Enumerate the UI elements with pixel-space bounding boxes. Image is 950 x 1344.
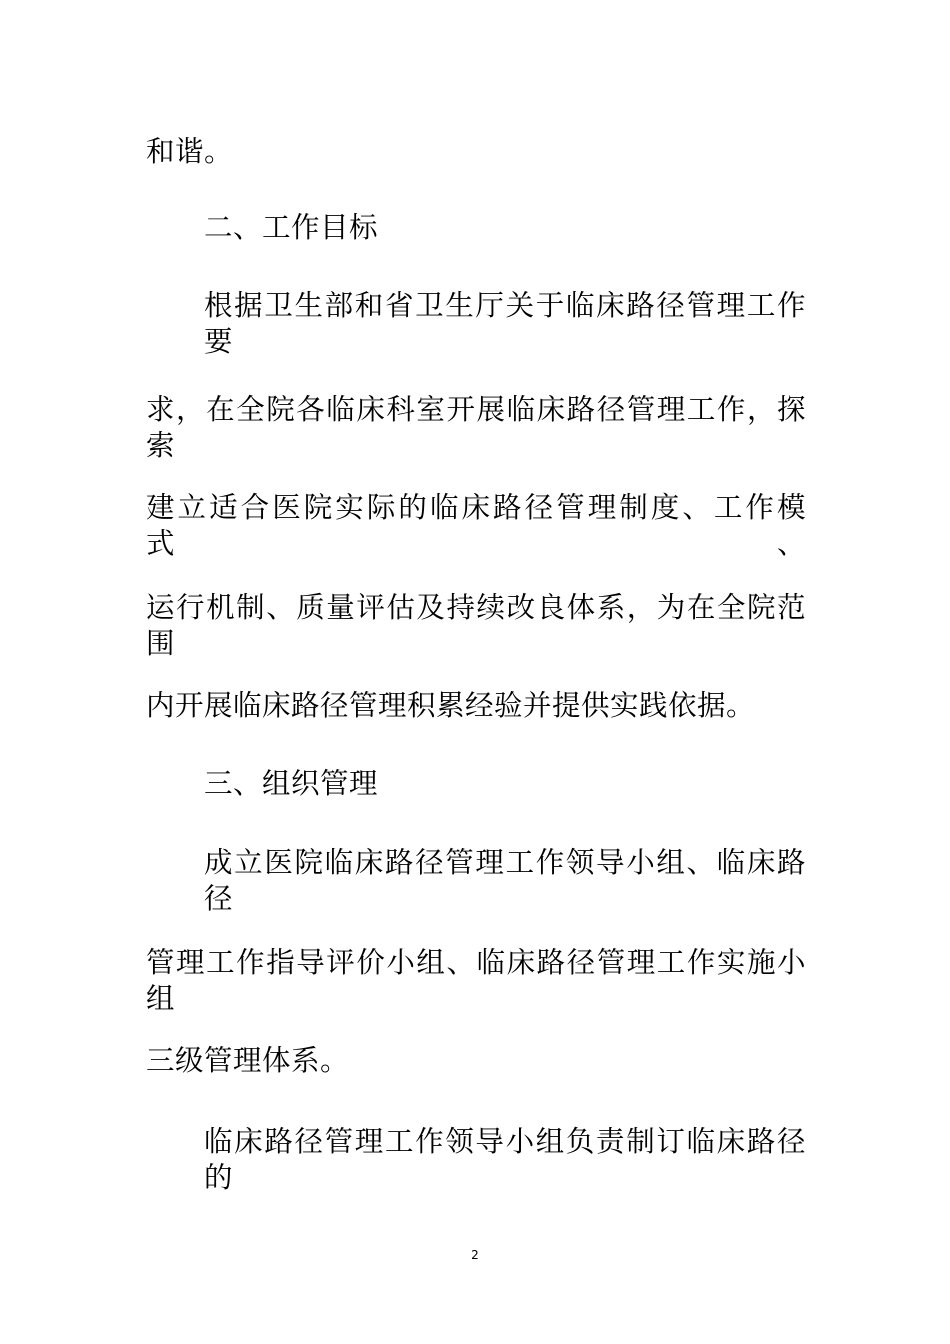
paragraph-line: 和谐。 [146, 135, 234, 168]
paragraph-line: 管理工作指导评价小组、临床路径管理工作实施小组 [146, 946, 806, 1015]
paragraph-line: 根据卫生部和省卫生厅关于临床路径管理工作要 [204, 289, 806, 358]
paragraph-line: 内开展临床路径管理积累经验并提供实践依据。 [146, 689, 756, 722]
page-number: 2 [471, 1248, 479, 1262]
section-heading-goals: 二、工作目标 [204, 211, 379, 244]
paragraph-line: 运行机制、质量评估及持续改良体系，为在全院范围 [146, 591, 806, 660]
paragraph-line: 临床路径管理工作领导小组负责制订临床路径的 [204, 1125, 806, 1194]
paragraph-line: 成立医院临床路径管理工作领导小组、临床路径 [204, 846, 806, 915]
paragraph-line: 建立适合医院实际的临床路径管理制度、工作模式、 [146, 491, 806, 560]
section-heading-organization: 三、组织管理 [204, 767, 379, 800]
paragraph-line: 求，在全院各临床科室开展临床路径管理工作，探索 [146, 393, 806, 462]
paragraph-line: 三级管理体系。 [146, 1044, 350, 1077]
